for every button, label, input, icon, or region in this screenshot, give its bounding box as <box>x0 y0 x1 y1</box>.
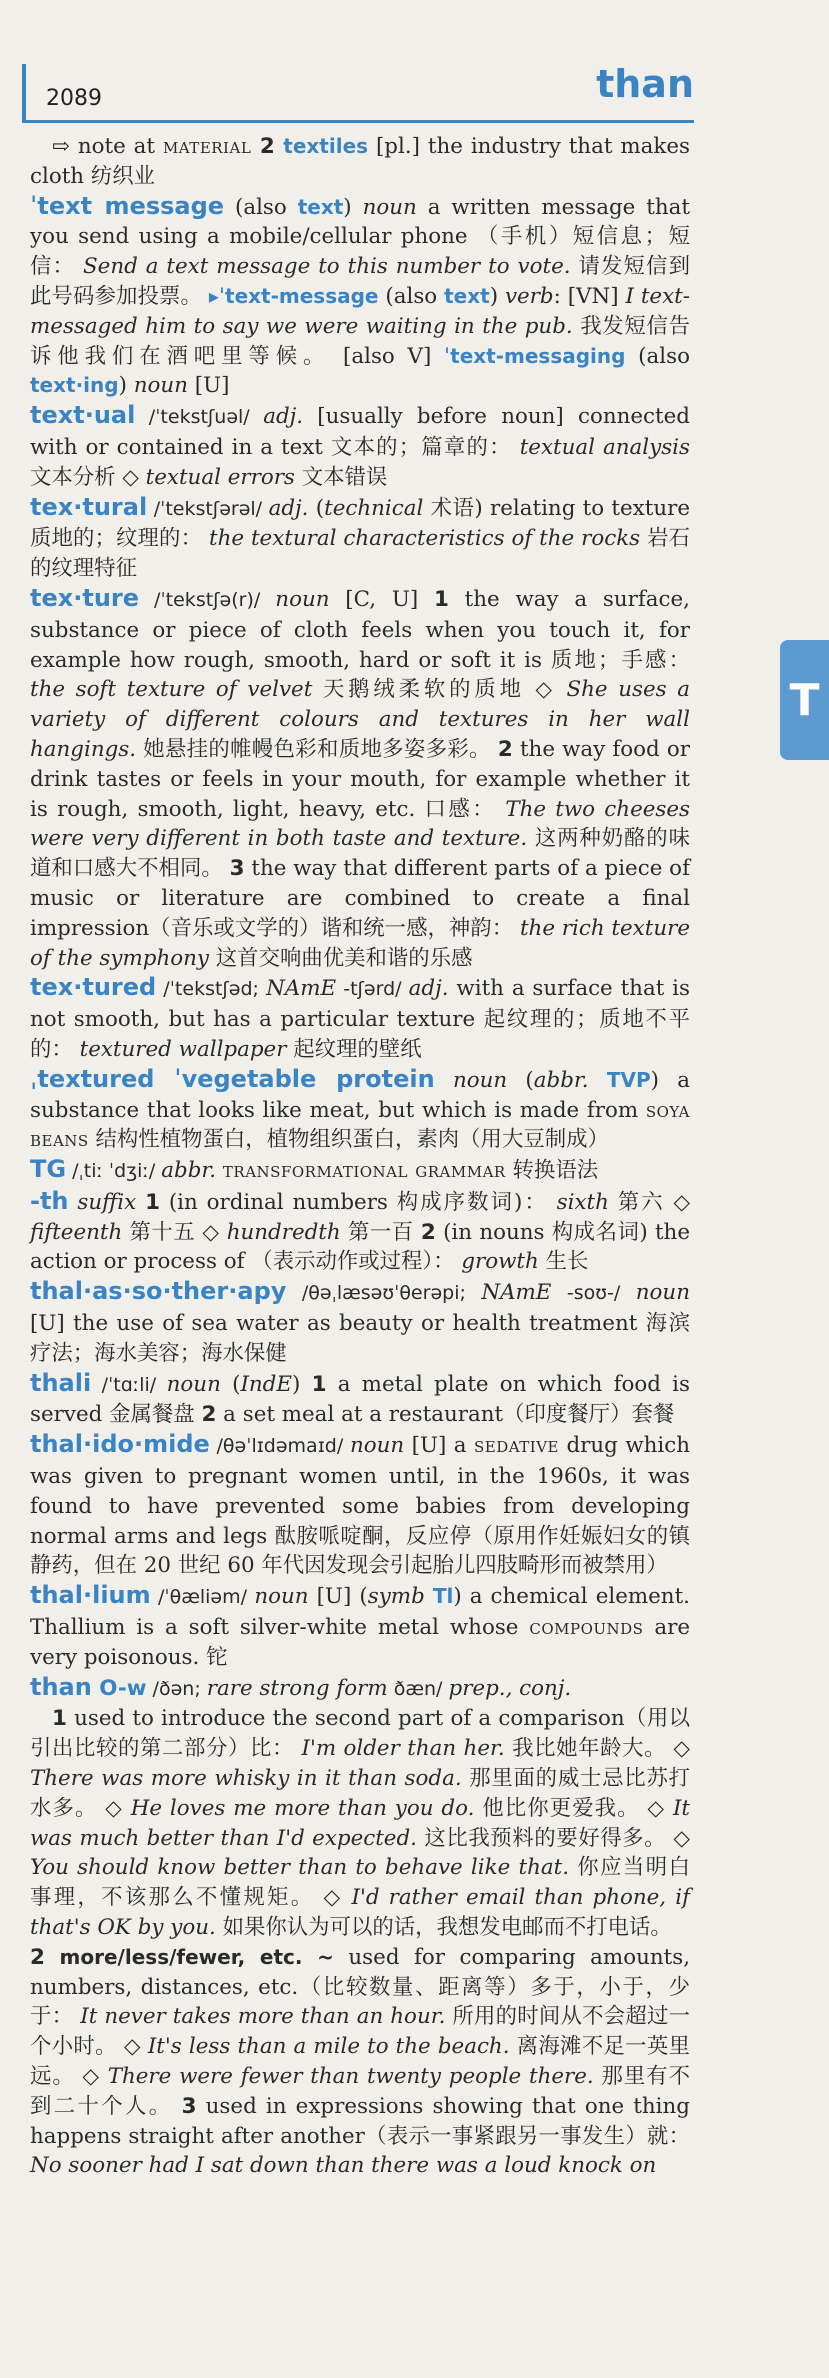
pronunciation: /θəˌlæsəʊˈθerəpi; <box>286 1282 482 1305</box>
sense-1: 1 used to introduce the second part of a comparison（用以引出比较的第二部分）比： I'm older than her. 我比她年龄大。 ◇ There was more whisky in it than soda. 那里面的威士忌比苏打水多。 ◇ He loves me more than you do. 他比你更爱我。 ◇ It was much better than I'd expected. 这比我预料的要好得多。 ◇ You should know better than to behave like that. 你应当明白事理，不该那么不懂规矩。 ◇ I'd rather email than phone, if that's OK by you. 如果你认为可以的话，我想发电邮而不打电话。 <box>30 1706 690 1941</box>
cross-reference-arrow-icon: ⇨ <box>52 134 70 159</box>
entry-thalidomide: thal·ido·mide /θəˈlɪdəmaɪd/ noun [U] a sedative drug which was given to pregnant women until, in the 1960s, it was found to have prevented some babies from developing normal arms and legs 酞胺哌啶酮，反应停（原用作妊娠妇女的镇静药，但在 20 世纪 60 年代因发现会引起胎儿四肢畸形而被禁用） <box>30 1430 691 1579</box>
headword: TG <box>30 1155 67 1184</box>
guide-word: than <box>596 62 694 106</box>
headword: thal·ido·mide <box>30 1430 210 1459</box>
entry-textured-vegetable-protein: ˌtextured ˈvegetable protein noun (abbr. TVP) a substance that looks like meat, but which is made from soya beans 结构性植物蛋白，植物组织蛋白，素肉（用大豆制成） <box>30 1064 690 1153</box>
headword: ˌtextured ˈvegetable protein <box>30 1064 435 1093</box>
page-number: 2089 <box>46 86 102 111</box>
key-word-icon: O-w <box>91 1675 147 1701</box>
derived-word: ˈtext-messaging <box>444 343 626 368</box>
cross-reference[interactable]: sedative <box>474 1433 560 1459</box>
entry-thalassotherapy: thal·as·so·ther·apy /θəˌlæsəʊˈθerəpi; NAmE -soʊ-/ noun [U] the use of sea water as beauty or health treatment 海滨疗法；海水美容；海水保健 <box>30 1277 690 1366</box>
thumb-index-tab[interactable]: T <box>780 640 829 760</box>
entry-tg: TG /ˌtiː ˈdʒiː/ abbr. transformational grammar 转换语法 <box>30 1155 599 1184</box>
pronunciation: /ˈtɑːli/ <box>91 1373 167 1396</box>
pronunciation: /ˈtekstʃuəl/ <box>135 406 264 429</box>
cross-reference[interactable]: compounds <box>529 1615 644 1641</box>
pronunciation: /ˈtekstʃərəl/ <box>147 497 269 520</box>
pronunciation: /ðən; <box>146 1677 207 1700</box>
entry-than: than O-w /ðən; rare strong form ðæn/ prep., conj. 1 used to introduce the second part of a comparison（用以引出比较的第二部分）比： I'm older than her. 我比她年龄大。 ◇ There was more whisky in it than soda. 那里面的威士忌比苏打水多。 ◇ He loves me more than you do. 他比你更爱我。 ◇ It was much better than I'd expected. 这比我预料的要好得多。 ◇ You should know better than to behave like that. 你应当明白事理，不该那么不懂规矩。 ◇ I'd rather email than phone, if that's OK by you. 如果你认为可以的话，我想发电邮而不打电话。 2 more/less/fewer, etc. ~ used for comparing amounts, numbers, distances, etc.（比较数量、距离等）多于，小于，少于： It never takes more than an hour. 所用的时间从不会超过一个小时。 ◇ It's less than a mile to the beach. 离海滩不足一英里远。 ◇ There were fewer than twenty people there. 那里有不到二十个人。 3 used in expressions showing that one thing happens straight after another（表示一事紧跟另一事发生）就： No sooner had I sat down than there was a loud knock on <box>30 1673 690 2182</box>
pronunciation: /ˌtiː ˈdʒiː/ <box>66 1160 162 1183</box>
pronunciation: /ˈtekstʃəd; <box>156 978 267 1001</box>
cross-reference[interactable]: transformational grammar <box>222 1158 506 1184</box>
headword: than <box>30 1672 92 1701</box>
headword: thali <box>30 1368 92 1397</box>
page-header <box>22 64 694 123</box>
dictionary-entries <box>30 132 690 2181</box>
pronunciation: /θəˈlɪdəmaɪd/ <box>209 1435 350 1458</box>
cross-reference[interactable]: material <box>162 134 252 159</box>
entry-th: -th suffix 1 (in ordinal numbers 构成序数词)： sixth 第六 ◇ fifteenth 第十五 ◇ hundredth 第一百 2 (in nouns 构成名词) the action or process of （表示动作或过程）： growth 生长 <box>30 1186 690 1275</box>
sense-2: 2 more/less/fewer, etc. ~ used for comparing amounts, numbers, distances, etc.（比较数量、距离等）多于，小于，少于： It never takes more than an hour. 所用的时间从不会超过一个小时。 ◇ It's less than a mile to the beach. 离海滩不足一英里远。 ◇ There were fewer than twenty people there. 那里有不到二十个人。 3 used in expressions showing that one thing happens straight after another（表示一事紧跟另一事发生）就： No sooner had I sat down than there was a loud knock on <box>30 1944 690 2179</box>
headword: ˈtext message <box>30 191 225 220</box>
entry-thallium: thal·lium /ˈθæliəm/ noun [U] (symb Tl) a chemical element. Thallium is a soft silver-white metal whose compounds are very poisonous. 铊 <box>30 1581 690 1670</box>
pronunciation: /ˈtekstʃə(r)/ <box>139 588 276 611</box>
pronunciation: /ˈθæliəm/ <box>150 1586 255 1609</box>
entry-textured: tex·tured /ˈtekstʃəd; NAmE -tʃərd/ adj. with a surface that is not smooth, but has a particular texture 起纹理的；质地不平的： textured wallpaper 起纹理的壁纸 <box>30 973 690 1062</box>
headword: text·ual <box>30 401 136 430</box>
entry-texture: tex·ture /ˈtekstʃə(r)/ noun [C, U] 1 the way a surface, substance or piece of cloth feels when you touch it, for example how rough, smooth, hard or soft it is 质地；手感： the soft texture of velvet 天鹅绒柔软的质地 ◇ She uses a variety of different colours and textures in her wall hangings. 她悬挂的帷幔色彩和质地多姿多彩。 2 the way food or drink tastes or feels in your mouth, for example whether it is rough, smooth, light, heavy, etc. 口感： The two cheeses were very different in both taste and texture. 这两种奶酪的味道和口感大不相同。 3 the way that different parts of a piece of music or literature are combined to create a final impression（音乐或文学的）谐和统一感，神韵： the rich texture of the symphony 这首交响曲优美和谐的乐感 <box>30 583 691 971</box>
headword: tex·tured <box>30 973 157 1002</box>
headword: tex·ture <box>30 583 140 612</box>
entry-textual: text·ual /ˈtekstʃuəl/ adj. [usually before noun] connected with or contained in a text 文本的；篇章的： textual analysis 文本分析 ◇ textual errors 文本错误 <box>30 401 690 490</box>
entry-textural: tex·tural /ˈtekstʃərəl/ adj. (technical 术语) relating to texture 质地的；纹理的： the textural characteristics of the rocks 岩石的纹理特征 <box>30 492 690 582</box>
cross-reference[interactable]: soya beans <box>30 1097 690 1153</box>
entry-thali: thali /ˈtɑːli/ noun (IndE) 1 a metal plate on which food is served 金属餐盘 2 a set meal at a restaurant（印度餐厅）套餐 <box>30 1368 690 1428</box>
headword: tex·tural <box>30 492 148 521</box>
entry-textile-continuation: ⇨ note at material 2 textiles [pl.] the industry that makes cloth 纺织业 <box>30 134 690 189</box>
headword: -th <box>30 1186 69 1215</box>
derived-word: ▸ˈtext-message <box>208 283 379 308</box>
headword: thal·lium <box>30 1581 151 1610</box>
entry-text-message: ˈtext message (also text) noun a written message that you send using a mobile/cellular phone （手机）短信息；短信： Send a text message to this number to vote. 请发短信到此号码参加投票。 ▸ˈtext-message (also text) verb: [VN] I text-messaged him to say we were waiting in the pub. 我发短信告诉他我们在酒吧里等候。 [also V] ˈtext-messaging (also text·ing) noun [U] <box>30 191 690 399</box>
headword: thal·as·so·ther·apy <box>30 1277 287 1306</box>
